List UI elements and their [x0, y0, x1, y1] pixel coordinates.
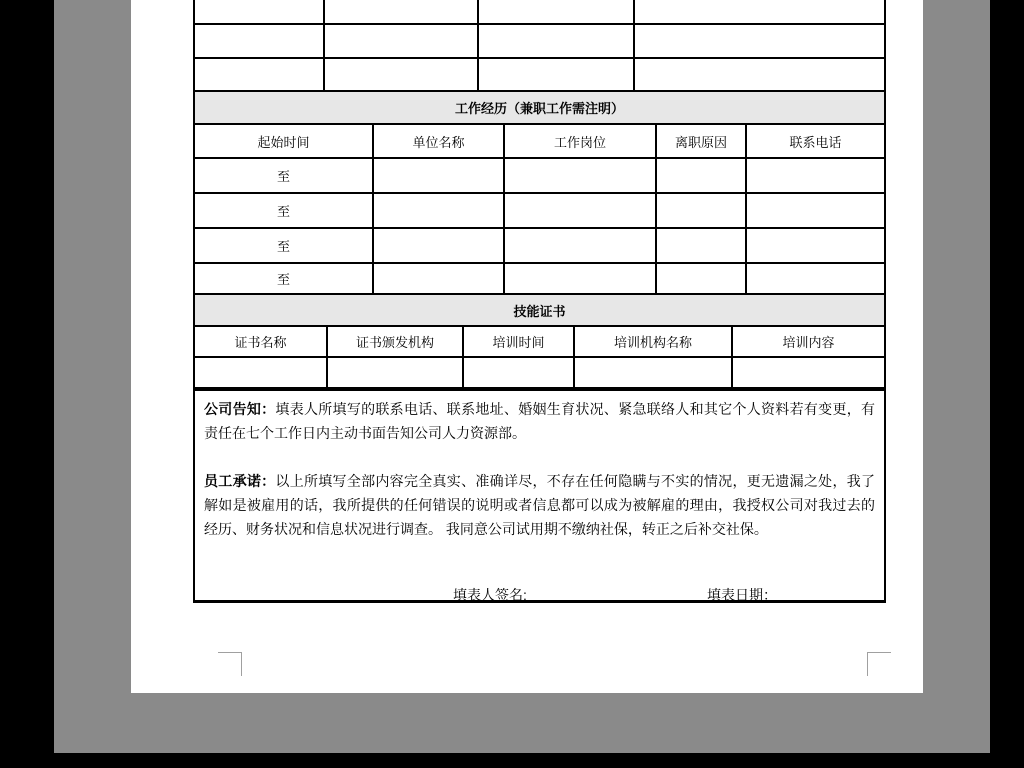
table-cell[interactable] — [464, 358, 573, 387]
signature-row — [195, 583, 884, 603]
period-to-cell[interactable]: 至 — [195, 194, 372, 227]
text-boundary-mark-left — [218, 652, 242, 676]
table-cell[interactable] — [374, 194, 503, 227]
bottom-black-strip — [0, 753, 1024, 768]
notice-block — [193, 389, 886, 603]
table-cell[interactable] — [747, 264, 884, 293]
table-cell[interactable] — [374, 264, 503, 293]
col-header-start-time: 起始时间 — [195, 125, 372, 157]
table-cell[interactable] — [374, 229, 503, 262]
table-cell[interactable] — [328, 358, 462, 387]
table-cell[interactable] — [195, 25, 323, 57]
table-cell[interactable] — [195, 59, 323, 90]
table-cell[interactable] — [325, 0, 477, 23]
col-header-contact-phone: 联系电话 — [747, 125, 884, 157]
company-notice-text: 填表人所填写的联系电话、联系地址、婚姻生育状况、紧急联络人和其它个人资料若有变更，有责任在七个工作日内主动书面告知公司人力资源部。 — [204, 401, 876, 441]
period-to-cell[interactable]: 至 — [195, 264, 372, 293]
table-cell[interactable] — [505, 194, 655, 227]
table-cell[interactable] — [635, 25, 884, 57]
period-to-cell[interactable]: 至 — [195, 159, 372, 192]
work-experience-table — [193, 90, 886, 295]
top-table — [193, 0, 886, 92]
notice-text-area — [195, 391, 884, 603]
employee-commitment-paragraph — [204, 469, 875, 541]
col-header-training-org: 培训机构名称 — [575, 327, 731, 356]
table-cell[interactable] — [657, 159, 745, 192]
certificates-table — [193, 293, 886, 389]
period-to-cell[interactable]: 至 — [195, 229, 372, 262]
signature-label[interactable]: 填表人签名: — [453, 587, 527, 603]
table-cell[interactable] — [657, 194, 745, 227]
table-cell[interactable] — [195, 358, 326, 387]
text-boundary-mark-right — [867, 652, 891, 676]
table-cell[interactable] — [479, 59, 633, 90]
table-cell[interactable] — [747, 159, 884, 192]
col-header-training-content: 培训内容 — [733, 327, 884, 356]
employee-commitment-label: 员工承诺： — [204, 473, 276, 489]
table-cell[interactable] — [479, 0, 633, 23]
table-cell[interactable] — [747, 229, 884, 262]
col-header-leave-reason: 离职原因 — [657, 125, 745, 157]
date-label[interactable]: 填表日期： — [707, 587, 777, 603]
table-cell[interactable] — [575, 358, 731, 387]
work-experience-section-title: 工作经历（兼职工作需注明） — [195, 92, 884, 123]
right-black-strip — [990, 0, 1024, 753]
col-header-company-name: 单位名称 — [374, 125, 503, 157]
table-cell[interactable] — [195, 0, 323, 23]
table-cell[interactable] — [733, 358, 884, 387]
company-notice-paragraph — [204, 397, 875, 445]
col-header-cert-name: 证书名称 — [195, 327, 326, 356]
table-cell[interactable] — [325, 25, 477, 57]
table-cell[interactable] — [747, 194, 884, 227]
col-header-cert-issuer: 证书颁发机构 — [328, 327, 462, 356]
table-cell[interactable] — [479, 25, 633, 57]
table-cell[interactable] — [505, 229, 655, 262]
table-cell[interactable] — [505, 159, 655, 192]
certificates-section-title: 技能证书 — [195, 295, 884, 325]
table-cell[interactable] — [657, 264, 745, 293]
employee-commitment-text: 以上所填写全部内容完全真实、准确详尽，不存在任何隐瞒与不实的情况，更无遗漏之处，我了解如是被雇用的话，我所提供的任何错误的说明或者信息都可以成为被解雇的理由，我授权公司对我过去的经历、财务状况和信息状况进行调查。 我同意公司试用期不缴纳社保，转正之后补交社保。 — [204, 473, 876, 537]
table-cell[interactable] — [374, 159, 503, 192]
left-black-strip — [0, 0, 54, 753]
col-header-job-position: 工作岗位 — [505, 125, 655, 157]
table-cell[interactable] — [657, 229, 745, 262]
col-header-training-time: 培训时间 — [464, 327, 573, 356]
table-cell[interactable] — [505, 264, 655, 293]
company-notice-label: 公司告知： — [204, 401, 276, 417]
table-cell[interactable] — [635, 0, 884, 23]
table-cell[interactable] — [635, 59, 884, 90]
table-cell[interactable] — [325, 59, 477, 90]
